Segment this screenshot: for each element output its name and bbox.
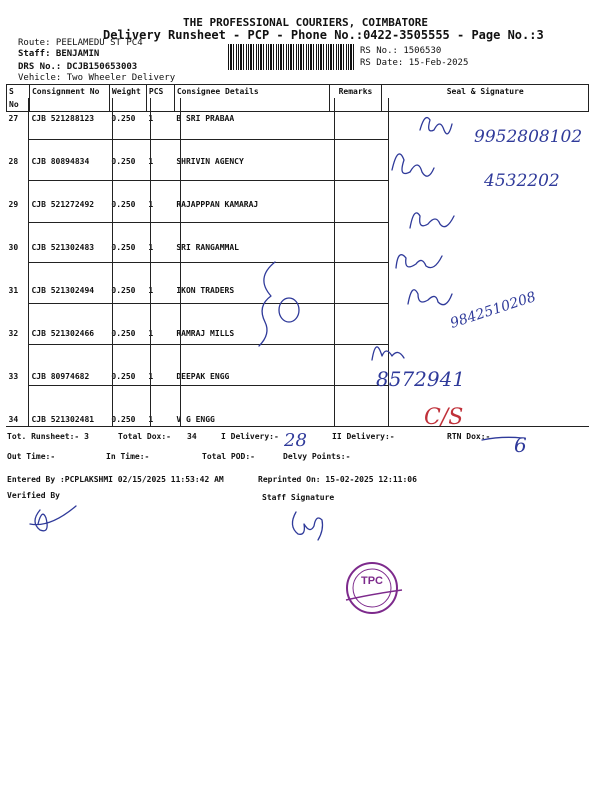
staff: Staff: BENJAMIN xyxy=(18,49,100,59)
stamp-label: TPC xyxy=(361,575,383,587)
col-header-pcs: PCS xyxy=(146,85,174,112)
cell-pcs: 1 xyxy=(148,372,154,381)
phone-note-1: 9952808102 xyxy=(474,127,583,147)
verified-by-label: Verified By xyxy=(7,491,60,500)
total-dox-label: Total Dox:- xyxy=(118,432,171,441)
signature-row28 xyxy=(392,154,434,176)
cell-pcs: 1 xyxy=(148,243,154,252)
circled-mark xyxy=(279,298,299,322)
cell-weight: 0.250 xyxy=(111,200,136,209)
cell-weight: 0.250 xyxy=(111,286,136,295)
entered-by: Entered By :PCPLAKSHMI 02/15/2025 11:53:42 AM xyxy=(7,475,224,484)
signature-row27 xyxy=(420,118,452,134)
cell-consignment: CJB 521302481 xyxy=(31,415,95,424)
cell-pcs: 1 xyxy=(148,200,154,209)
total-dox-value: 34 xyxy=(187,432,197,441)
cell-consignment: CJB 521302494 xyxy=(31,286,95,295)
total-runsheet: Tot. Runsheet:- 3 xyxy=(7,432,89,441)
cell-weight: 0.250 xyxy=(111,372,136,381)
col-header-remarks: Remarks xyxy=(329,85,382,112)
vehicle: Vehicle: Two Wheeler Delivery xyxy=(18,73,176,83)
ii-delivery-label: II Delivery:- xyxy=(332,432,395,441)
col-header-weight: Weight xyxy=(109,85,146,112)
route: Route: PEELAMEDU ST PC4 xyxy=(18,38,143,48)
rs-number: RS No.: 1506530 xyxy=(360,46,442,56)
cell-sno: 34 xyxy=(8,415,19,424)
rs-date: RS Date: 15-Feb-2025 xyxy=(360,58,469,68)
col-header-consignee: Consignee Details xyxy=(174,85,329,112)
row32-note: 9842510208 xyxy=(448,289,538,332)
cell-consignee: V G ENGG xyxy=(176,415,215,424)
cell-sno: 28 xyxy=(8,157,19,166)
cell-consignment: CJB 521302483 xyxy=(31,243,95,252)
out-time-label: Out Time:- xyxy=(7,452,56,461)
cell-sno: 29 xyxy=(8,200,19,209)
cell-pcs: 1 xyxy=(148,114,154,123)
phone-note-3: 8572941 xyxy=(376,367,466,391)
staff-signature-label: Staff Signature xyxy=(262,493,335,502)
cell-consignee: RAJAPPPAN KAMARAJ xyxy=(176,200,259,209)
signature-row30 xyxy=(396,255,442,268)
col-header-seal-signature: Seal & Signature xyxy=(382,85,589,112)
signature-row33 xyxy=(372,347,404,360)
cell-sno: 32 xyxy=(8,329,19,338)
verifier-signature xyxy=(30,506,76,531)
cell-consignment: CJB 521272492 xyxy=(31,200,95,209)
cell-consignment: CJB 80974682 xyxy=(31,372,90,381)
cell-consignment: CJB 521288123 xyxy=(31,114,95,123)
cell-sno: 27 xyxy=(8,114,19,123)
cell-consignment: CJB 521302466 xyxy=(31,329,95,338)
cell-pcs: 1 xyxy=(148,157,154,166)
ink-squiggle xyxy=(259,262,275,346)
signature-row29 xyxy=(410,213,454,228)
cell-pcs: 1 xyxy=(148,329,154,338)
total-pod-label: Total POD:- xyxy=(202,452,255,461)
cell-weight: 0.250 xyxy=(111,329,136,338)
cell-consignee: DEEPAK ENGG xyxy=(176,372,230,381)
phone-note-2: 4532202 xyxy=(484,171,560,191)
cell-consignee: IKON TRADERS xyxy=(176,286,235,295)
rtn-count: 6 xyxy=(514,433,527,457)
cell-pcs: 1 xyxy=(148,415,154,424)
document-title: Delivery Runsheet - PCP - Phone No.:0422-3505555 - Page No.:3 xyxy=(103,28,544,42)
delvy-points-label: Delvy Points:- xyxy=(283,452,351,461)
cell-consignee: B SRI PRABAA xyxy=(176,114,235,123)
cell-sno: 31 xyxy=(8,286,19,295)
cell-weight: 0.250 xyxy=(111,114,136,123)
cell-consignee: SHRIVIN AGENCY xyxy=(176,157,244,166)
col-header-consignment: Consignment No xyxy=(29,85,109,112)
cell-sno: 30 xyxy=(8,243,19,252)
i-delivery-label: I Delivery:- xyxy=(221,432,279,441)
staff-signature xyxy=(292,512,322,540)
cell-weight: 0.250 xyxy=(111,415,136,424)
drs-number: DRS No.: DCJB150653003 xyxy=(18,62,138,72)
company-name: THE PROFESSIONAL COURIERS, COIMBATORE xyxy=(183,16,429,29)
signature-row31 xyxy=(408,290,452,305)
in-time-label: In Time:- xyxy=(106,452,150,461)
cell-consignee: RAMRAJ MILLS xyxy=(176,329,235,338)
reprinted-on: Reprinted On: 15-02-2025 12:11:06 xyxy=(258,475,417,484)
cs-mark: C/S xyxy=(424,405,464,430)
cell-consignment: CJB 80894834 xyxy=(31,157,90,166)
cell-consignee: SRI RANGAMMAL xyxy=(176,243,239,252)
cell-weight: 0.250 xyxy=(111,243,136,252)
cell-pcs: 1 xyxy=(148,286,154,295)
cell-sno: 33 xyxy=(8,372,19,381)
i-delivery-count: 28 xyxy=(284,430,307,451)
rtn-dox-label: RTN Dox:- xyxy=(447,432,491,441)
cell-weight: 0.250 xyxy=(111,157,136,166)
company-stamp xyxy=(346,563,402,613)
col-header-sno: S No xyxy=(7,85,30,112)
